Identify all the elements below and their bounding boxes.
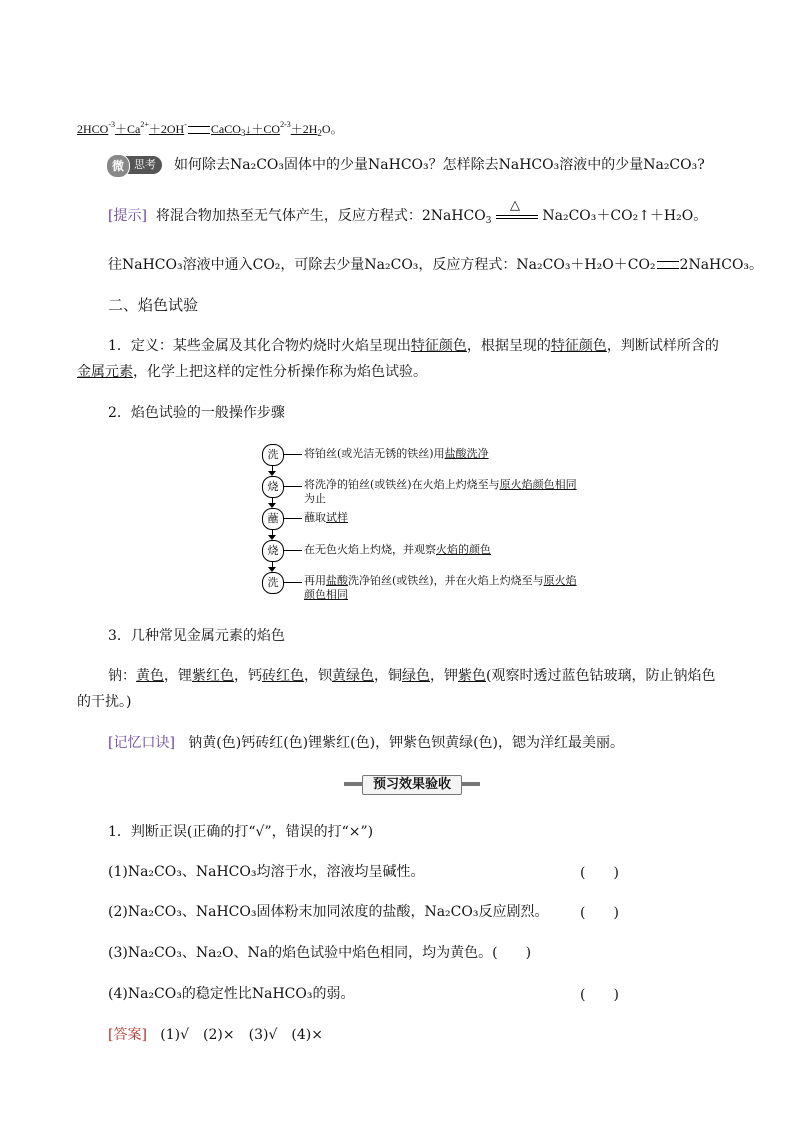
def-underlined: 特征颜色 — [550, 338, 607, 354]
mnemonic-tag: [记忆口诀] — [108, 735, 175, 751]
eq-sup: - — [184, 120, 187, 129]
equals-sign — [657, 261, 679, 269]
eq-part: ＋Ca — [115, 122, 141, 136]
def-underlined: 特征颜色 — [410, 338, 467, 354]
think-badge — [108, 156, 162, 174]
flow-desc-3: 蘸取试样 — [304, 511, 348, 524]
hint-sub: 3 — [485, 216, 492, 226]
def-underlined: 金属元素 — [77, 364, 133, 380]
flow-step-5: 洗 — [262, 572, 284, 594]
mnemonic-text: 钠黄(色)钙砖红(色)锂紫红(色)，钾紫色钡黄绿(色)，锶为洋红最美丽。 — [188, 735, 624, 751]
eq-part: ＋2H — [290, 122, 318, 136]
equals-sign — [188, 126, 210, 134]
colors-line-1: 钠：黄色，锂紫红色，钙砖红色，钡黄绿色，铜绿色，钾紫色(观察时透过蓝色钴玻璃，防止钠焰色 — [108, 668, 716, 684]
ionic-equation-line — [77, 115, 343, 143]
steps-title: 2．焰色试验的一般操作步骤 — [108, 405, 285, 421]
answer-blank-2[interactable]: ( ) — [580, 905, 619, 921]
answer-text: (1)√ (2)× (3)√ (4)× — [160, 1027, 323, 1043]
flow-step-4: 烧 — [262, 540, 284, 562]
answer-line — [108, 1025, 323, 1045]
flow-desc-2: 将洗净的铂丝(或铁丝)在火焰上灼烧至与原火焰颜色相同 — [304, 478, 577, 491]
flow-desc-5: 再用盐酸洗净铂丝(或铁丝)，并在火焰上灼烧至与原火焰 — [304, 574, 577, 587]
answer-tag: [答案] — [108, 1027, 147, 1043]
flow-desc-2b: 为止 — [304, 492, 326, 505]
question-title: 1．判断正误(正确的打“√”，错误的打“×”) — [108, 824, 374, 840]
eq-part: 2HCO — [77, 122, 109, 136]
banner-label: 预习效果验收 — [362, 775, 462, 795]
think-question: 如何除去Na₂CO₃固体中的少量NaHCO₃？怎样除去NaHCO₃溶液中的少量Na₂CO₃? — [174, 157, 705, 173]
section-title: 二、焰色试验 — [108, 296, 199, 314]
eq-part: O。 — [321, 122, 343, 136]
colors-title: 3．几种常见金属元素的焰色 — [108, 628, 285, 644]
hint-text-before: 将混合物加热至无气体产生，反应方程式：2NaHCO — [155, 208, 486, 224]
eq-part: ↓＋CO — [245, 122, 281, 136]
flame-test-flow-diagram — [262, 440, 577, 601]
def-text: ，判断试样所含的 — [606, 338, 719, 354]
flow-step-1: 洗 — [262, 444, 284, 466]
hint-line2-before: 往NaHCO₃溶液中通入CO₂，可除去少量Na₂CO₃，反应方程式：Na₂CO₃＋H₂O＋CO₂ — [108, 257, 656, 273]
hint-line2-after: 2NaHCO₃。 — [679, 257, 764, 273]
flow-desc-5b: 颜色相同 — [304, 588, 348, 601]
eq-sub: 3 — [240, 128, 246, 138]
think-question-line — [108, 155, 705, 175]
answer-blank-4[interactable]: ( ) — [580, 987, 619, 1003]
colors-line-2: 的干扰。) — [77, 694, 132, 710]
flow-desc-1: 将铂丝(或光洁无锈的铁丝)用盐酸洗净 — [304, 447, 489, 460]
hint-text-after: Na₂CO₃＋CO₂↑＋H₂O。 — [542, 208, 708, 224]
question-2: (2)Na₂CO₃、NaHCO₃固体粉末加同浓度的盐酸，Na₂CO₃反应剧烈。 — [108, 904, 549, 920]
question-1: (1)Na₂CO₃、NaHCO₃均溶于水，溶液均呈碱性。 — [108, 864, 425, 880]
wei-icon: 微 — [106, 154, 130, 178]
hint-line-2 — [108, 255, 763, 275]
hint-tag: [提示] — [108, 208, 147, 224]
hint-line — [108, 198, 708, 231]
definition-line-2 — [77, 362, 427, 382]
def-text: ，根据呈现的 — [466, 338, 551, 354]
def-text: ，化学上把这样的定性分析操作称为焰色试验。 — [133, 364, 427, 380]
flow-step-2: 烧 — [262, 476, 284, 498]
definition-line-1 — [108, 336, 719, 356]
eq-part: ＋2OH — [148, 122, 185, 136]
delta-symbol: △ — [509, 198, 520, 213]
eq-sup: 2-3 — [280, 120, 291, 129]
eq-sup: 2+ — [140, 120, 149, 129]
eq-sub: 2 — [317, 128, 322, 138]
eq-sup: -3 — [108, 120, 116, 129]
preview-check-banner — [344, 775, 480, 793]
think-badge-label: 思考 — [134, 158, 156, 171]
flow-desc-4: 在无色火焰上灼烧，并观察火焰的颜色 — [304, 543, 491, 556]
answer-blank-1[interactable]: ( ) — [580, 865, 619, 881]
eq-part: CaCO — [210, 122, 241, 136]
question-3: (3)Na₂CO₃、Na₂O、Na的焰色试验中焰色相同，均为黄色。( ) — [108, 945, 532, 961]
mnemonic-line — [108, 733, 624, 753]
heating-equals-sign — [496, 198, 538, 226]
flow-step-3: 蘸 — [262, 508, 284, 530]
question-4: (4)Na₂CO₃的稳定性比NaHCO₃的弱。 — [108, 986, 355, 1002]
def-text: 1．定义：某些金属及其化合物灼烧时火焰呈现出 — [108, 338, 411, 354]
